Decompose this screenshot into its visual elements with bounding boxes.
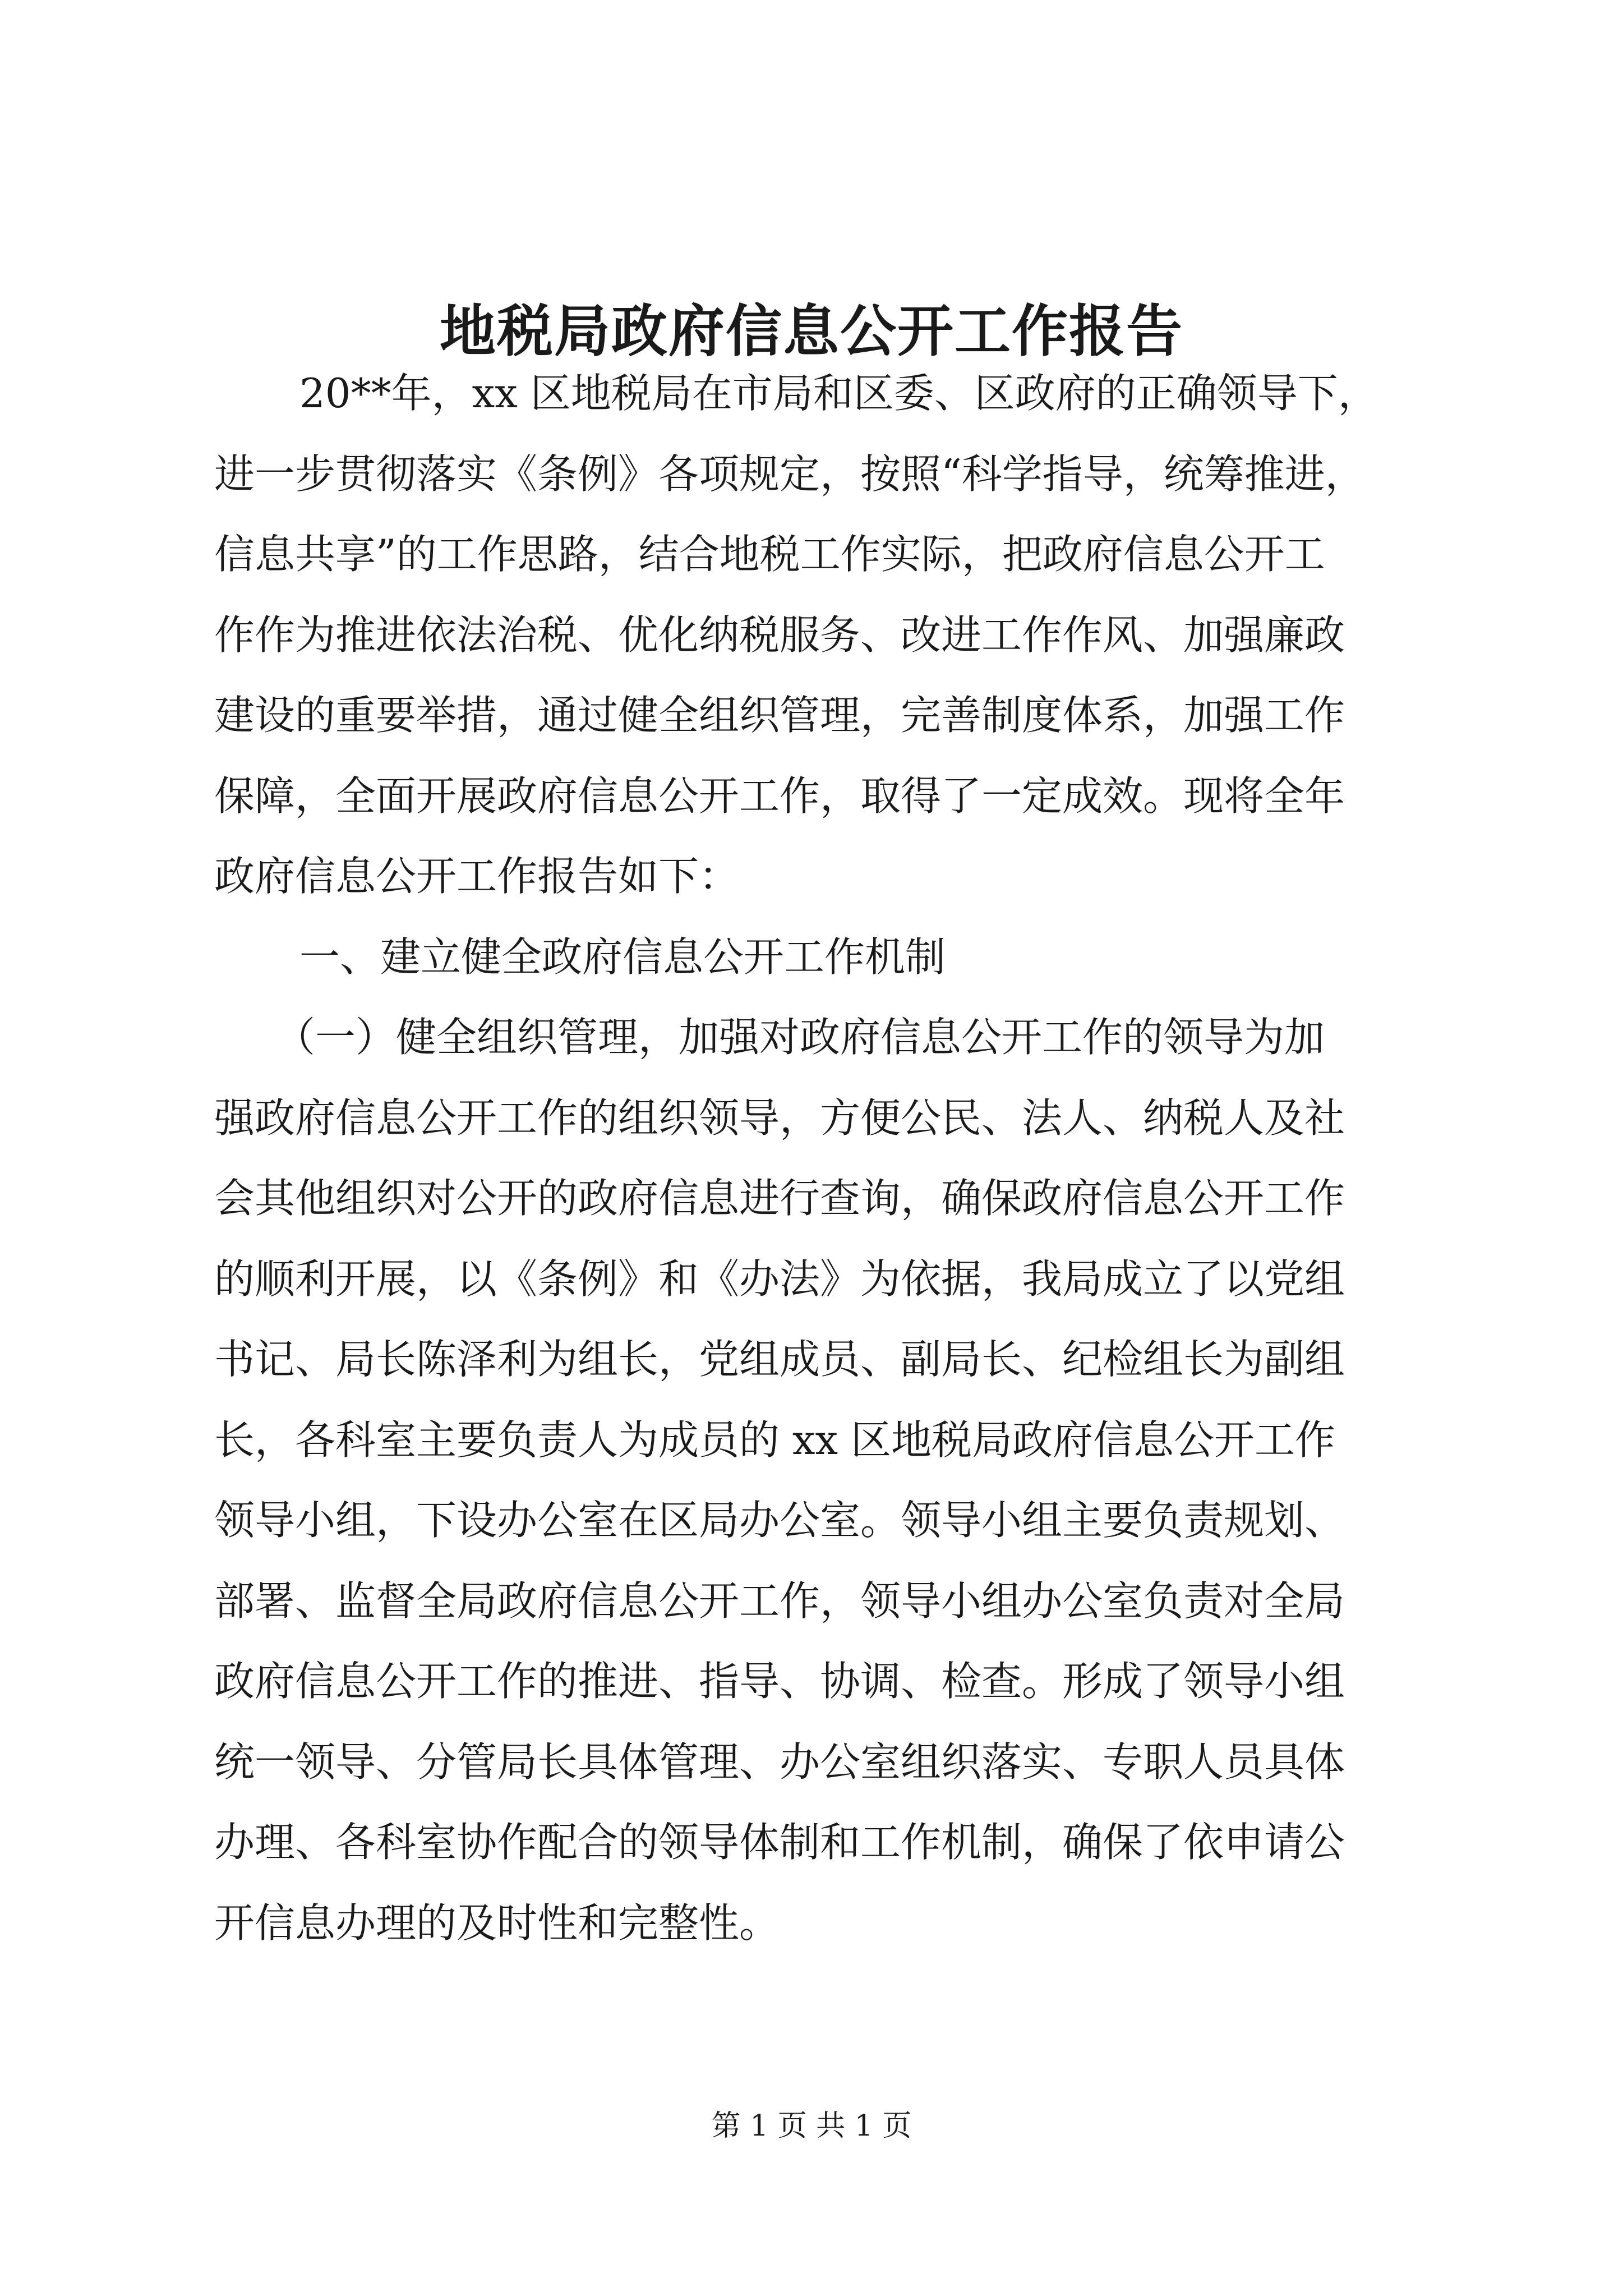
paragraph-line: 进一步贯彻落实《条例》各项规定，按照“科学指导，统筹推进，: [214, 450, 1366, 498]
section-heading: 一、建立健全政府信息公开工作机制: [299, 933, 946, 981]
paragraph-line: 作作为推进依法治税、优化纳税服务、改进工作作风、加强廉政: [214, 611, 1345, 659]
paragraph-line: 统一领导、分管局长具体管理、办公室组织落实、专职人员具体: [214, 1738, 1345, 1786]
paragraph-line: 会其他组织对公开的政府信息进行查询，确保政府信息公开工作: [214, 1175, 1345, 1222]
paragraph-line: 信息共享”的工作思路，结合地税工作实际，把政府信息公开工: [214, 531, 1325, 578]
document-title: 地税局政府信息公开工作报告: [440, 298, 1183, 364]
paragraph-line: 长，各科室主要负责人为成员的 xx 区地税局政府信息公开工作: [214, 1416, 1335, 1464]
paragraph-line: 政府信息公开工作报告如下：: [214, 853, 740, 900]
paragraph-line: 建设的重要举措，通过健全组织管理，完善制度体系，加强工作: [214, 692, 1345, 739]
paragraph-line: 保障，全面开展政府信息公开工作，取得了一定成效。现将全年: [214, 772, 1345, 820]
document-body: [214, 353, 1420, 1963]
paragraph-line: 的顺利开展，以《条例》和《办法》为依据，我局成立了以党组: [214, 1255, 1345, 1303]
paragraph-line: 开信息办理的及时性和完整性。: [214, 1899, 780, 1947]
paragraph-line: 20**年，xx 区地税局在市局和区委、区政府的正确领导下，: [299, 370, 1378, 417]
paragraph-line: 办理、各科室协作配合的领导体制和工作机制，确保了依申请公: [214, 1819, 1345, 1866]
paragraph-line: 部署、监督全局政府信息公开工作，领导小组办公室负责对全局: [214, 1577, 1345, 1625]
paragraph-line: 书记、局长陈泽利为组长，党组成员、副局长、纪检组长为副组: [214, 1336, 1345, 1383]
page-footer: 第 1 页 共 1 页: [711, 2109, 912, 2143]
paragraph-line: 领导小组，下设办公室在区局办公室。领导小组主要负责规划、: [214, 1497, 1345, 1544]
paragraph-line: 强政府信息公开工作的组织领导，方便公民、法人、纳税人及社: [214, 1094, 1345, 1142]
paragraph-line: （一）健全组织管理，加强对政府信息公开工作的领导为加: [275, 1014, 1325, 1061]
paragraph-line: 政府信息公开工作的推进、指导、协调、检查。形成了领导小组: [214, 1658, 1345, 1705]
